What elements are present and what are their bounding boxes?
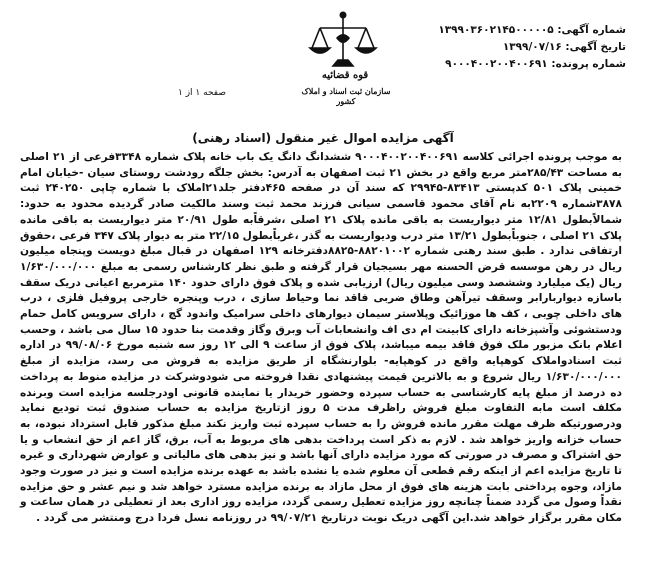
page-number: صفحه ۱ از ۱: [178, 88, 226, 98]
case-number: شماره پرونده: ۹۰۰۰۴۰۰۲۰۰۴۰۰۶۹۱: [445, 58, 626, 70]
notice-number: شماره آگهی: ۱۳۹۹۰۳۶۰۲۱۴۵۰۰۰۰۰۵: [438, 24, 626, 36]
notice-title: آگهی مزایده اموال غیر منقول (اسناد رهنی): [192, 131, 454, 145]
organization-label: سازمان ثبت اسناد و املاک کشور: [301, 86, 391, 106]
notice-date: تاریخ آگهی: ۱۳۹۹/۰۷/۱۶: [502, 41, 626, 53]
notice-body: به موجب پرونده اجرائی کلاسه ۹۰۰۰۴۰۰۲۰۰۴۰۰۶۹۱ ششدانگ دانگ یک باب خانه پلاک شماره ۳۳۴۸فرعی از ۲۱ اصلی به مساحت ۲۸۵/۴۳متر مربع واقع در بخش ۲۱ ثبت اصفهان به آدرس: بخش جلگه رودشت روستای سیان -خیابان امام خمینی پلاک ۵۰۱ کدپستی ۸۳۴۱۳-۲۹۹۴۵ که سند آن در صفحه ۴۶۵دفتر جلد۲۱املاک با شماره چاپی ۲۴۰۲۵۰ ثبت ۳۸۷۸شماره ۲۲۰۹به نام آقای محمود قاسمی سیانی فرزند محمد ثبت وسند مالکیت صادر گردیده محدود به حدود: شمالاًبطول ۱۲/۸۱ متر دیواریست به باقی مانده پلاک ۲۱ اصلی ،شرقاًبه طول ۲۰/۹۱ متر دیواریست به باقی مانده پلاک ۲۱ اصلی ، جنوباًبطول ۱۳/۲۱ متر درب ودیواریست به گذر ،غرباًبطول ۲۲/۱۵ متر به دیوار پلاک ۳۴۷ فرعی ،حقوق ارتفاقی ندارد . طبق سند رهنی شماره ۸۸۲۰۱۰۰۲-۸۸۲۵دفترخانه ۱۲۹ اصفهان در قبال مبلغ دویست وپنجاه میلیون ریال در رهن موسسه قرض الحسنه مهر بسیجیان قرار گرفته و طبق نظر کارشناس رسمی به مبلغ ۱/۶۳۰/۰۰۰/۰۰۰ ریال (یک میلیارد وششصد وسی میلیون ریال) ارزیابی شده و پلاک فوق دارای حدود ۱۴۰ مترمربع اعیانی دریک سقف باسازه دیواربارابر وسقف تیرآهن وطاق ضربی فاقد نما وحیاط سازی ، درب وپنجره خارجی پروفیل فلزی ، درب های داخلی چوبی ، کف ها موزائیک وپلاستر سیمان دیوارهای داخلی سرامیک واندود گچ ، دارای سرویس کامل حمام ودستشوئی وآشپزخانه دارای کابینت ام دی اف وانشعابات آب وبرق وگاز وقدمت بنا حدود ۱۵ سال می باشد ، وحسب اعلام بانک مزبور ملک فوق فاقد بیمه میباشد، پلاک فوق از ساعت ۹ الی ۱۲ روز سه شنبه مورخ ۹۹/۰۸/۰۶ در اداره ثبت اسنادواملاک کوهپایه واقع در کوهپایه- بلوارنشگاه از طریق مزایده به فروش می رسد، مزایده از مبلغ ۱/۶۳۰/۰۰۰/۰۰۰ ریال شروع و به بالاترین قیمت پیشنهادی نقدا فروخته می شودوشرکت در مزایده منوط به پرداخت ده درصد از مبلغ پایه کارشناسی به حساب سپرده وحضور خریدار یا نماینده قانونی اودرجلسه مزایده است وبرنده مکلف است مابه التفاوت مبلغ فروش راظرف مدت ۵ روز ازتاریخ مزایده به حساب صندوق ثبت تودیع نماید ودرصورتیکه ظرف مهلت مقرر مانده فروش را به حساب سپرده ثبت واریز نکند مبلغ مذکور قابل استرداد نبوده، به حساب خزانه واریز خواهد شد . لازم به ذکر است پرداخت بدهی های مربوط به آب، برق، گاز اعم از حق انشعاب و یا حق اشتراک و مصرف در صورتی که مورد مزایده دارای آنها باشد و نیز بدهی های مالیاتی و عوارض شهرداری و غیره تا تاریخ مزایده اعم از اینکه رقم قطعی آن معلوم شده یا نشده باشد به عهده برنده مزایده است و نیز در صورت وجود مازاد، وجوه پرداختی بابت هزینه های فوق از محل مازاد به برنده مزایده مسترد خواهد شد و نیم عشر و حق مزایده نقداً وصول می گردد ضمناً چنانچه روز مزایده تعطیل رسمی گردد، مزایده روز اداری بعد از تعطیلی در همان ساعت و مکان مقرر برگزار خواهد شد.این آگهی دریک نوبت درتاریخ ۹۹/۰۷/۲۱ در روزنامه نسل فردا درج ومنتشر می گردد .: [20, 151, 623, 525]
judiciary-label: قوه قضائیه: [321, 70, 369, 81]
notice-meta: [438, 22, 626, 73]
judiciary-emblem-icon: [300, 8, 386, 98]
